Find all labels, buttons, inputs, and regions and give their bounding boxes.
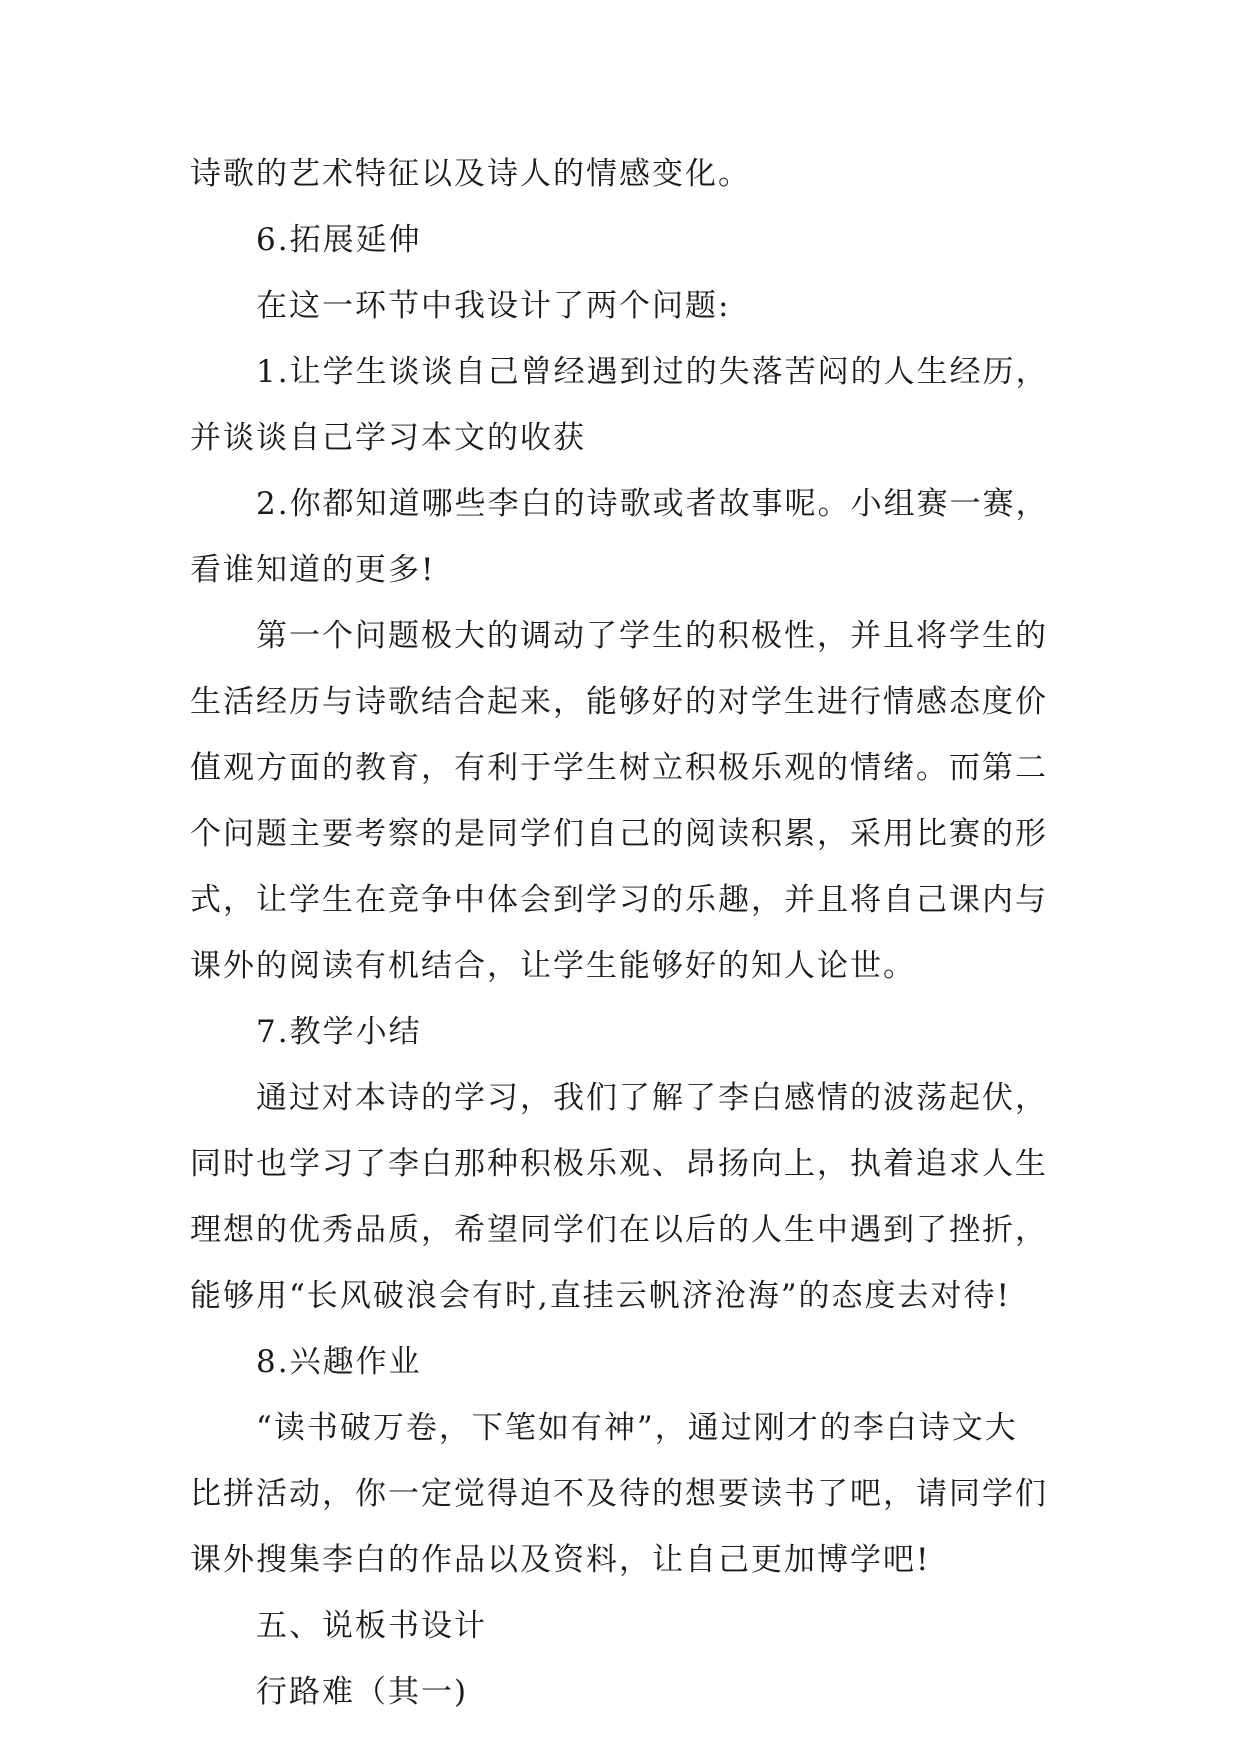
paragraph-line: 在这一环节中我设计了两个问题: <box>256 288 731 324</box>
list-item-2: 2.你都知道哪些李白的诗歌或者故事呢。小组赛一赛， <box>256 486 1049 522</box>
paragraph-line: 比拼活动，你一定觉得迫不及待的想要读书了吧，请同学们 <box>190 1476 1048 1512</box>
paragraph-line: 值观方面的教育，有利于学生树立积极乐观的情绪。而第二 <box>190 750 1048 786</box>
paragraph-line: 诗歌的艺术特征以及诗人的情感变化。 <box>190 156 751 192</box>
paragraph-line: 课外的阅读有机结合，让学生能够好的知人论世。 <box>190 948 916 984</box>
paragraph-line: 看谁知道的更多! <box>190 552 436 588</box>
paragraph-line: 同时也学习了李白那种积极乐观、昂扬向上，执着追求人生 <box>190 1146 1048 1182</box>
paragraph-line: 式，让学生在竞争中体会到学习的乐趣，并且将自己课内与 <box>190 882 1048 918</box>
list-item-1: 1.让学生谈谈自己曾经遇到过的失落苦闷的人生经历， <box>256 354 1049 390</box>
paragraph-line: 能够用“长风破浪会有时,直挂云帆济沧海”的态度去对待! <box>190 1278 1012 1314</box>
section-heading-6: 6.拓展延伸 <box>256 222 422 258</box>
paragraph-line: 课外搜集李白的作品以及资料，让自己更加博学吧! <box>190 1542 931 1578</box>
paragraph-line: 第一个问题极大的调动了学生的积极性，并且将学生的 <box>256 618 1048 654</box>
section-heading-7: 7.教学小结 <box>256 1014 422 1050</box>
section-heading-5: 五、说板书设计 <box>256 1608 487 1644</box>
paragraph-line: “读书破万卷，下笔如有神”，通过刚才的李白诗文大 <box>256 1410 1018 1446</box>
paragraph-line: 个问题主要考察的是同学们自己的阅读积累，采用比赛的形 <box>190 816 1048 852</box>
section-heading-8: 8.兴趣作业 <box>256 1344 422 1380</box>
paragraph-line: 通过对本诗的学习，我们了解了李白感情的波荡起伏， <box>256 1080 1048 1116</box>
paragraph-line: 理想的优秀品质，希望同学们在以后的人生中遇到了挫折， <box>190 1212 1048 1248</box>
paragraph-line: 生活经历与诗歌结合起来，能够好的对学生进行情感态度价 <box>190 684 1048 720</box>
paragraph-line: 并谈谈自己学习本文的收获 <box>190 420 586 456</box>
paragraph-line: 行路难（其一) <box>256 1674 469 1710</box>
